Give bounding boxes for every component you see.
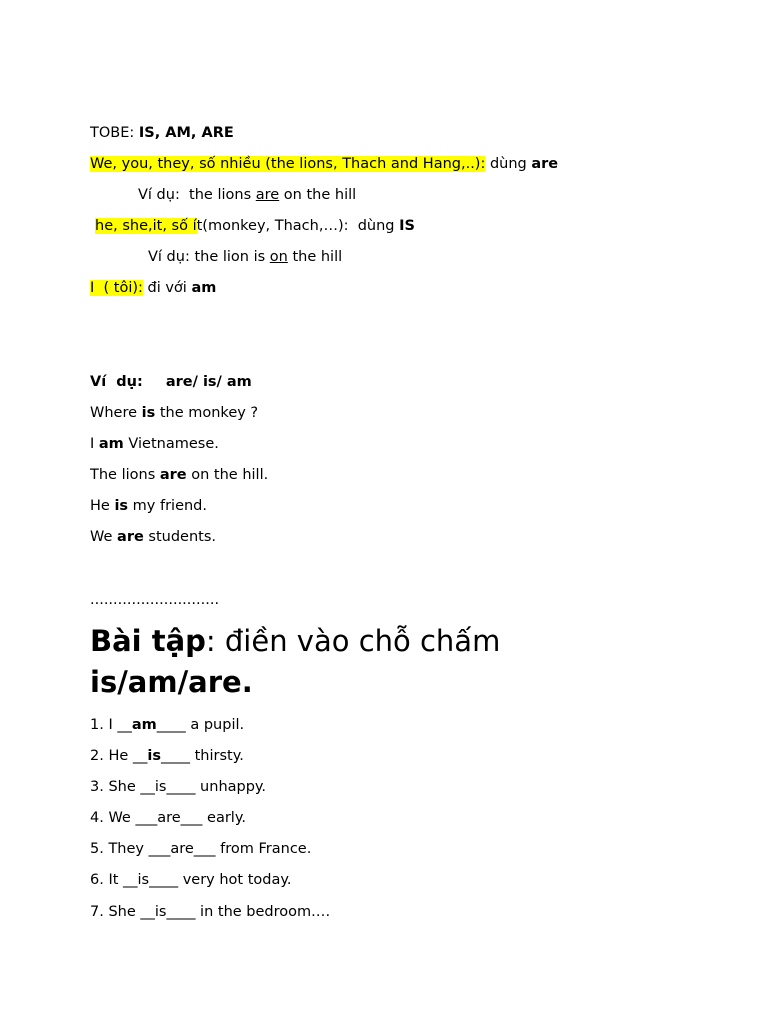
exercise-item-pre: 3. She __is____ unhappy.: [90, 779, 267, 795]
plural-example: [138, 186, 356, 204]
first-person-bold: am: [191, 280, 217, 296]
example-line: [90, 404, 258, 422]
example-line-verb: are: [117, 529, 144, 545]
plural-example-suffix: on the hill: [279, 187, 357, 203]
exercise-item: [90, 778, 266, 796]
example-line: [90, 528, 216, 546]
exercise-item: [90, 840, 311, 858]
plural-rule-bold: are: [531, 156, 559, 172]
example-line-post: Vietnamese.: [123, 436, 219, 452]
example-line-post: the monkey ?: [155, 405, 259, 421]
plural-rule-text: dùng: [485, 156, 532, 172]
plural-rule: [90, 155, 558, 173]
singular-example-underline: on: [269, 249, 288, 265]
example-line-pre: Where: [90, 405, 142, 421]
examples-heading-label: Ví dụ:: [90, 374, 143, 390]
plural-example-underline: are: [255, 187, 280, 203]
exercise-item-answer: am: [131, 717, 157, 733]
exercise-title-line2: [90, 662, 253, 702]
example-line-post: students.: [143, 529, 217, 545]
example-line-verb: is: [141, 405, 156, 421]
singular-rule-text: t(monkey, Thach,…): dùng: [196, 218, 400, 234]
first-person-rule: [90, 279, 216, 297]
first-person-text: đi với: [142, 280, 192, 296]
exercise-title-rest: : điền vào chỗ chấm: [205, 624, 501, 658]
exercise-item-answer: is: [147, 748, 161, 764]
example-line-post: my friend.: [128, 498, 207, 514]
exercise-item: [90, 809, 246, 827]
example-line-verb: is: [114, 498, 129, 514]
singular-rule-bold: IS: [399, 218, 415, 234]
example-line: [90, 466, 268, 484]
singular-rule-highlight: he, she,it, số í: [95, 218, 197, 234]
exercise-item-pre: 4. We ___are___ early.: [90, 810, 246, 826]
exercise-item-pre: 5. They ___are___ from France.: [90, 841, 312, 857]
example-line-verb: am: [98, 436, 124, 452]
exercise-item-pre: 1. I __: [90, 717, 132, 733]
plural-rule-highlight: We, you, they, số nhiều (the lions, Thach and Hang,..):: [90, 156, 486, 172]
tobe-heading-bold: IS, AM, ARE: [138, 125, 234, 141]
plural-example-prefix: Ví dụ: the lions: [138, 187, 256, 203]
example-line-pre: We: [90, 529, 118, 545]
exercise-item-post: ____ a pupil.: [156, 717, 245, 733]
exercise-item: [90, 716, 244, 734]
exercise-title-options: is/am/are.: [90, 665, 253, 699]
exercise-item-pre: 6. It __is____ very hot today.: [90, 872, 292, 888]
examples-heading-gap: [143, 374, 166, 390]
example-line: [90, 435, 219, 453]
singular-example: [148, 248, 342, 266]
singular-example-suffix: the hill: [287, 249, 343, 265]
tobe-heading: [90, 124, 234, 142]
examples-heading: [90, 373, 252, 391]
exercise-item: [90, 871, 292, 889]
exercise-item-pre: 2. He __: [90, 748, 148, 764]
singular-example-prefix: Ví dụ: the lion is: [148, 249, 270, 265]
examples-heading-options: are/ is/ am: [165, 374, 252, 390]
example-line: [90, 497, 207, 515]
exercise-item-post: ____ thirsty.: [161, 748, 244, 764]
exercise-item-pre: 7. She __is____ in the bedroom.…: [90, 904, 331, 920]
example-line-pre: The lions: [90, 467, 160, 483]
singular-rule: [95, 217, 415, 235]
exercise-item: [90, 903, 330, 921]
example-line-verb: are: [159, 467, 187, 483]
tobe-heading-prefix: TOBE:: [90, 125, 139, 141]
exercise-title-bold: Bài tập: [90, 624, 206, 658]
exercise-title: [90, 621, 500, 661]
dotted-separator: ............................: [90, 592, 220, 608]
example-line-pre: He: [90, 498, 115, 514]
example-line-post: on the hill.: [186, 467, 269, 483]
example-line-pre: I: [90, 436, 99, 452]
exercise-item: [90, 747, 244, 765]
first-person-highlight: I ( tôi):: [90, 280, 143, 296]
